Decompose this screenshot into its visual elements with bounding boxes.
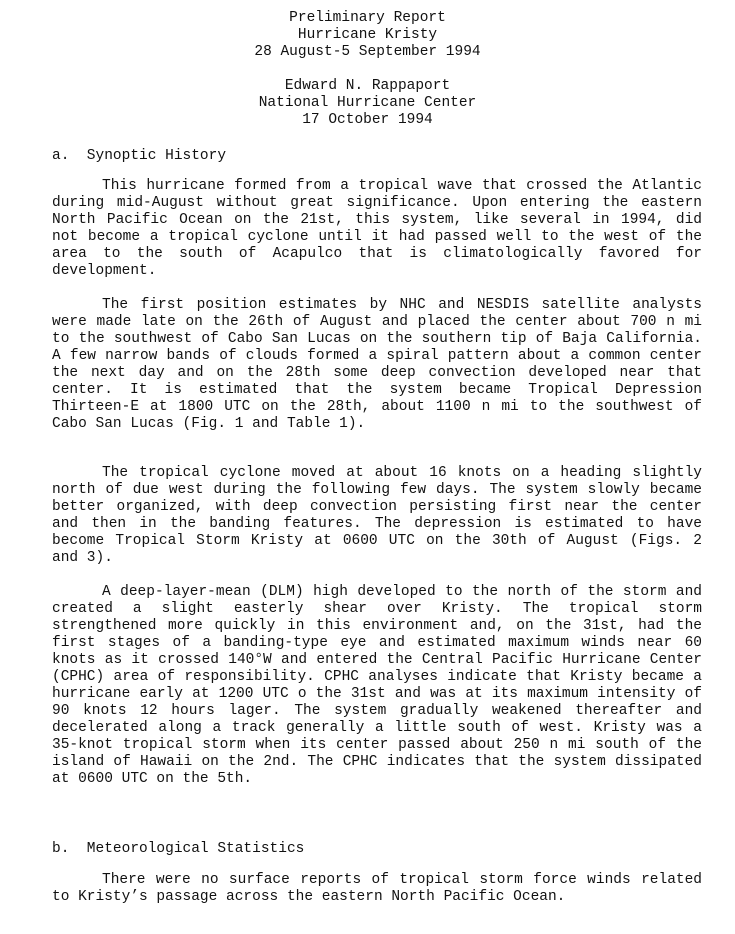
- paragraph-synoptic-3: The tropical cyclone moved at about 16 knots on a heading slightly north of due west during the following few days. The system slowly became better organized, with deep convection persisting first near the center and then in the banding features. The depression is estimated to have become Tropical Storm Kristy at 0600 UTC on the 30th of August (Figs. 2 and 3).: [52, 465, 702, 566]
- paragraph-meteorological-1: There were no surface reports of tropical storm force winds related to Kristy’s passage across the eastern North Pacific Ocean.: [52, 872, 702, 905]
- report-title: Preliminary Report: [289, 10, 446, 26]
- author-name: Edward N. Rappaport: [284, 78, 451, 94]
- section-heading-meteorological-statistics: b. Meteorological Statistics: [52, 841, 305, 857]
- report-date: 17 October 1994: [302, 112, 433, 128]
- organization-name: National Hurricane Center: [258, 95, 477, 111]
- author-block: [0, 78, 735, 129]
- section-heading-synoptic-history: a. Synoptic History: [52, 148, 227, 164]
- storm-dates: 28 August-5 September 1994: [254, 44, 481, 60]
- paragraph-synoptic-1: This hurricane formed from a tropical wave that crossed the Atlantic during mid-August without great significance. Upon entering the eastern North Pacific Ocean on the 21st, this system, like several in 1994, did not become a tropical cyclone until it had passed well to the west of the area to the south of Acapulco that is climatologically favored for development.: [52, 178, 702, 279]
- paragraph-synoptic-4: A deep-layer-mean (DLM) high developed to the north of the storm and created a slight easterly shear over Kristy. The tropical storm strengthened more quickly in this environment and, on the 31st, had the first stages of a banding-type eye and estimated maximum winds near 60 knots as it crossed 140°W and entered the Central Pacific Hurricane Center (CPHC) area of responsibility. CPHC analyses indicate that Kristy became a hurricane early at 1200 UTC o the 31st and was at its maximum intensity of 90 knots 12 hours lager. The system gradually weakened thereafter and decelerated along a track generally a little south of west. Kristy was a 35-knot tropical storm when its center passed about 250 n mi south of the island of Hawaii on the 2nd. The CPHC indicates that the system dissipated at 0600 UTC on the 5th.: [52, 584, 702, 787]
- report-header: [0, 10, 735, 61]
- storm-name: Hurricane Kristy: [297, 27, 438, 43]
- paragraph-synoptic-2: The first position estimates by NHC and NESDIS satellite analysts were made late on the 26th of August and placed the center about 700 n mi to the southwest of Cabo San Lucas on the southern tip of Baja California. A few narrow bands of clouds formed a spiral pattern about a common center the next day and on the 28th some deep convection developed near that center. It is estimated that the system became Tropical Depression Thirteen-E at 1800 UTC on the 28th, about 1100 n mi to the southwest of Cabo San Lucas (Fig. 1 and Table 1).: [52, 297, 702, 432]
